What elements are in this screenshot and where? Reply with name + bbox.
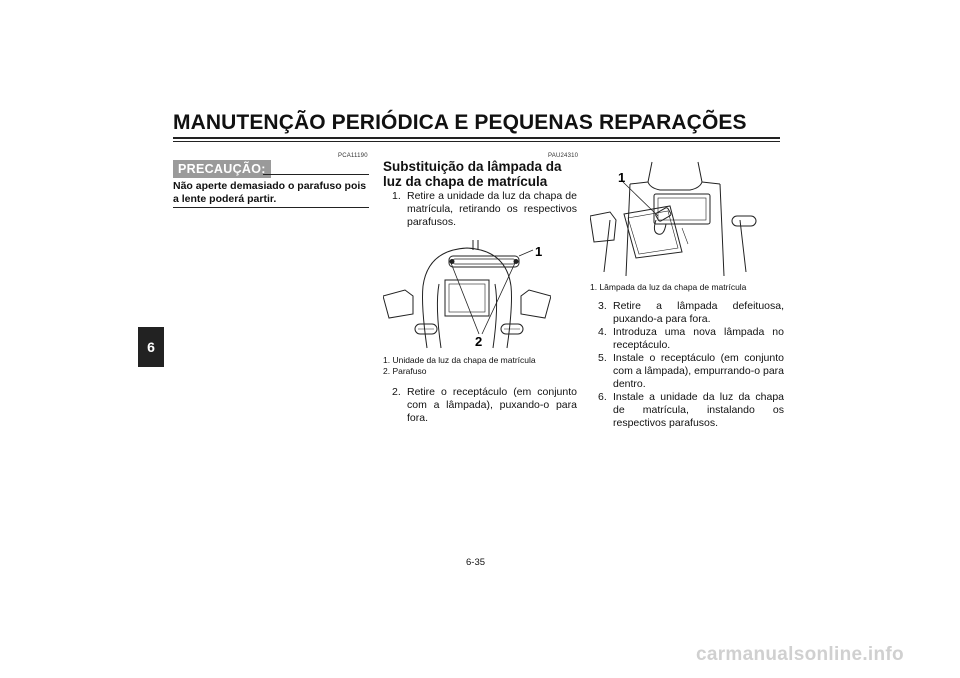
caution-code: PCA11190 bbox=[338, 153, 368, 159]
watermark-link[interactable]: carmanualsonline.info bbox=[696, 644, 904, 665]
step-4 bbox=[598, 326, 784, 352]
step-3 bbox=[598, 300, 784, 326]
license-light-unit-illustration bbox=[383, 236, 551, 354]
page-number: 6-35 bbox=[466, 557, 486, 568]
step-5 bbox=[598, 352, 784, 391]
page-title: MANUTENÇÃO PERIÓDICA E PEQUENAS REPARAÇÕES bbox=[173, 111, 747, 134]
callout-2: 2 bbox=[475, 334, 483, 349]
figure1-caption bbox=[383, 355, 536, 377]
figure2-caption bbox=[590, 282, 746, 293]
step-2 bbox=[392, 386, 577, 425]
callout-1: 1 bbox=[618, 170, 626, 185]
step-text: Retire o receptáculo (em conjunto com a lâmpada), puxando-o para fora. bbox=[407, 386, 577, 424]
step-number: 4. bbox=[598, 326, 607, 338]
step-text: Instale a unidade da luz da chapa de matrícula, instalando os respectivos parafusos. bbox=[613, 391, 784, 429]
step-1 bbox=[392, 190, 577, 229]
callout-1: 1 bbox=[535, 244, 543, 259]
step-text: Instale o receptáculo (em conjunto com a lâmpada), empurrando-o para dentro. bbox=[613, 352, 785, 390]
step-number: 3. bbox=[598, 300, 607, 312]
step-text: Retire a lâmpada defeituosa, puxando-a para fora. bbox=[613, 300, 784, 325]
caption-line: 1. Unidade da luz da chapa de matrícula bbox=[383, 355, 536, 365]
step-text: Retire a unidade da luz da chapa de matrícula, retirando os respectivos parafusos. bbox=[407, 190, 577, 228]
step-text: Introduza uma nova lâmpada no receptáculo. bbox=[613, 326, 784, 351]
steps-right-column bbox=[598, 300, 784, 430]
step-number: 6. bbox=[598, 391, 607, 403]
caution-end-rule bbox=[173, 207, 369, 208]
step-6 bbox=[598, 391, 784, 430]
caption-line: 1. Lâmpada da luz da chapa de matrícula bbox=[590, 282, 747, 292]
step-number: 5. bbox=[598, 352, 607, 364]
caution-rule bbox=[263, 174, 369, 175]
license-light-bulb-illustration bbox=[590, 160, 758, 278]
step-number: 1. bbox=[392, 190, 401, 202]
chapter-tab: 6 bbox=[138, 327, 164, 367]
caution-badge: PRECAUÇÃO: bbox=[173, 160, 271, 178]
caution-text: Não aperte demasiado o parafuso pois a lente poderá partir. bbox=[173, 180, 367, 205]
section-code: PAU24310 bbox=[548, 153, 579, 159]
title-rule-thin bbox=[173, 141, 780, 142]
title-rule bbox=[173, 137, 780, 139]
section-title: Substituição da lâmpada da luz da chapa de matrícula bbox=[383, 159, 562, 189]
step-number: 2. bbox=[392, 386, 401, 398]
caption-line: 2. Parafuso bbox=[383, 366, 427, 376]
